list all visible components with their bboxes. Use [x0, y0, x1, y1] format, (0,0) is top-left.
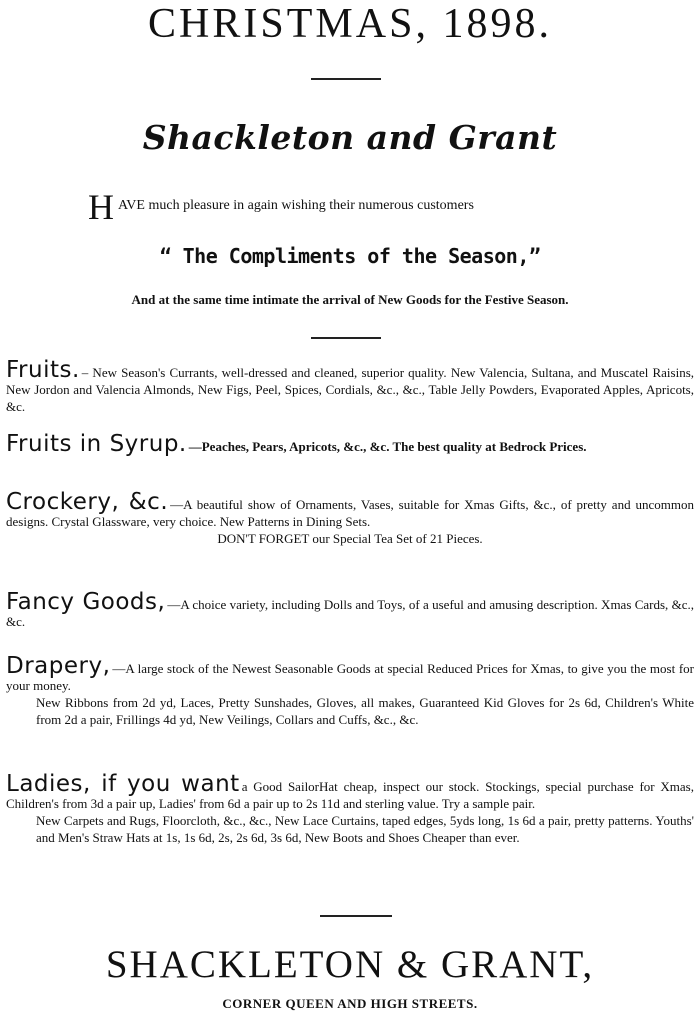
- masthead-title: CHRISTMAS, 1898.: [148, 1, 552, 47]
- section-fruits: [6, 357, 694, 415]
- section-fancy-goods: [6, 589, 695, 630]
- section-text: – New Season's Currants, well-dressed and cleaned, superior quality. New Valencia, Sultana, and Muscatel Raisins, New Jordon and Valencia Almonds, New Figs, Peel, Spices, Cordials, &c., &c., Table Jelly Powders, Evaporated Apples, Apricots, &c.: [6, 365, 694, 414]
- section-heading: Drapery,: [6, 653, 111, 679]
- section-drapery: [6, 653, 694, 728]
- section-note: DON'T FORGET our Special Tea Set of 21 Pieces.: [217, 531, 483, 546]
- season-compliments: “ The Compliments of the Season,”: [159, 244, 541, 268]
- section-heading: Crockery, &c.: [6, 489, 169, 515]
- section-text: —A beautiful show of Ornaments, Vases, suitable for Xmas Gifts, &c., of pretty and uncommon designs. Crystal Glassware, very choice. New Patterns in Dining Sets.: [6, 497, 694, 529]
- section-heading: Ladies, if you want: [6, 771, 240, 797]
- section-text: —Peaches, Pears, Apricots, &c., &c. The best quality at Bedrock Prices.: [188, 439, 587, 454]
- footer-address: CORNER QUEEN AND HIGH STREETS.: [222, 996, 478, 1011]
- section-detail: New Ribbons from 2d yd, Laces, Pretty Sunshades, Gloves, all makes, Guaranteed Kid Gloves for 2s 6d, Children's White from 2d a pair, Frillings 4d yd, New Veilings, Collars and Cuffs, &c., &c.: [36, 695, 694, 727]
- section-text: —A choice variety, including Dolls and Toys, of a useful and amusing description. Xmas Cards, &c., &c.: [6, 597, 695, 629]
- footer-firm-name: SHACKLETON & GRANT,: [105, 943, 595, 986]
- divider-middle: [311, 337, 381, 339]
- section-heading: Fruits in Syrup.: [6, 431, 187, 457]
- intro-line: [88, 187, 648, 227]
- firm-name-heading: Shackleton and Grant: [142, 118, 558, 157]
- section-text: —A large stock of the Newest Seasonable Goods at special Reduced Prices for Xmas, to give you the most for your money.: [6, 661, 694, 693]
- intro-text: AVE much pleasure in again wishing their numerous customers: [118, 198, 474, 213]
- section-heading: Fruits.: [6, 357, 80, 383]
- section-ladies: [6, 771, 694, 846]
- intimation-line: And at the same time intimate the arrival of New Goods for the Festive Season.: [131, 292, 569, 307]
- divider-bottom: [320, 915, 392, 917]
- intro-drop-cap: H: [88, 187, 114, 227]
- section-heading: Fancy Goods,: [6, 589, 166, 615]
- section-detail: New Carpets and Rugs, Floorcloth, &c., &c., New Lace Curtains, taped edges, 5yds long, 1s 6d a pair, pretty patterns. Youths' and Men's Straw Hats at 1s, 1s 6d, 2s, 2s 6d, 3s 6d, New Boots and Shoes Cheaper than ever.: [36, 813, 694, 845]
- section-crockery: [6, 489, 694, 547]
- section-text: a Good SailorHat cheap, inspect our stock. Stockings, special purchase for Xmas, Children's from 3d a pair up, Ladies' from 6d a pair up to 2s 11d and sterling value. Try a sample pair.: [6, 779, 694, 811]
- divider-top: [311, 78, 381, 80]
- section-fruits-in-syrup: [6, 431, 694, 457]
